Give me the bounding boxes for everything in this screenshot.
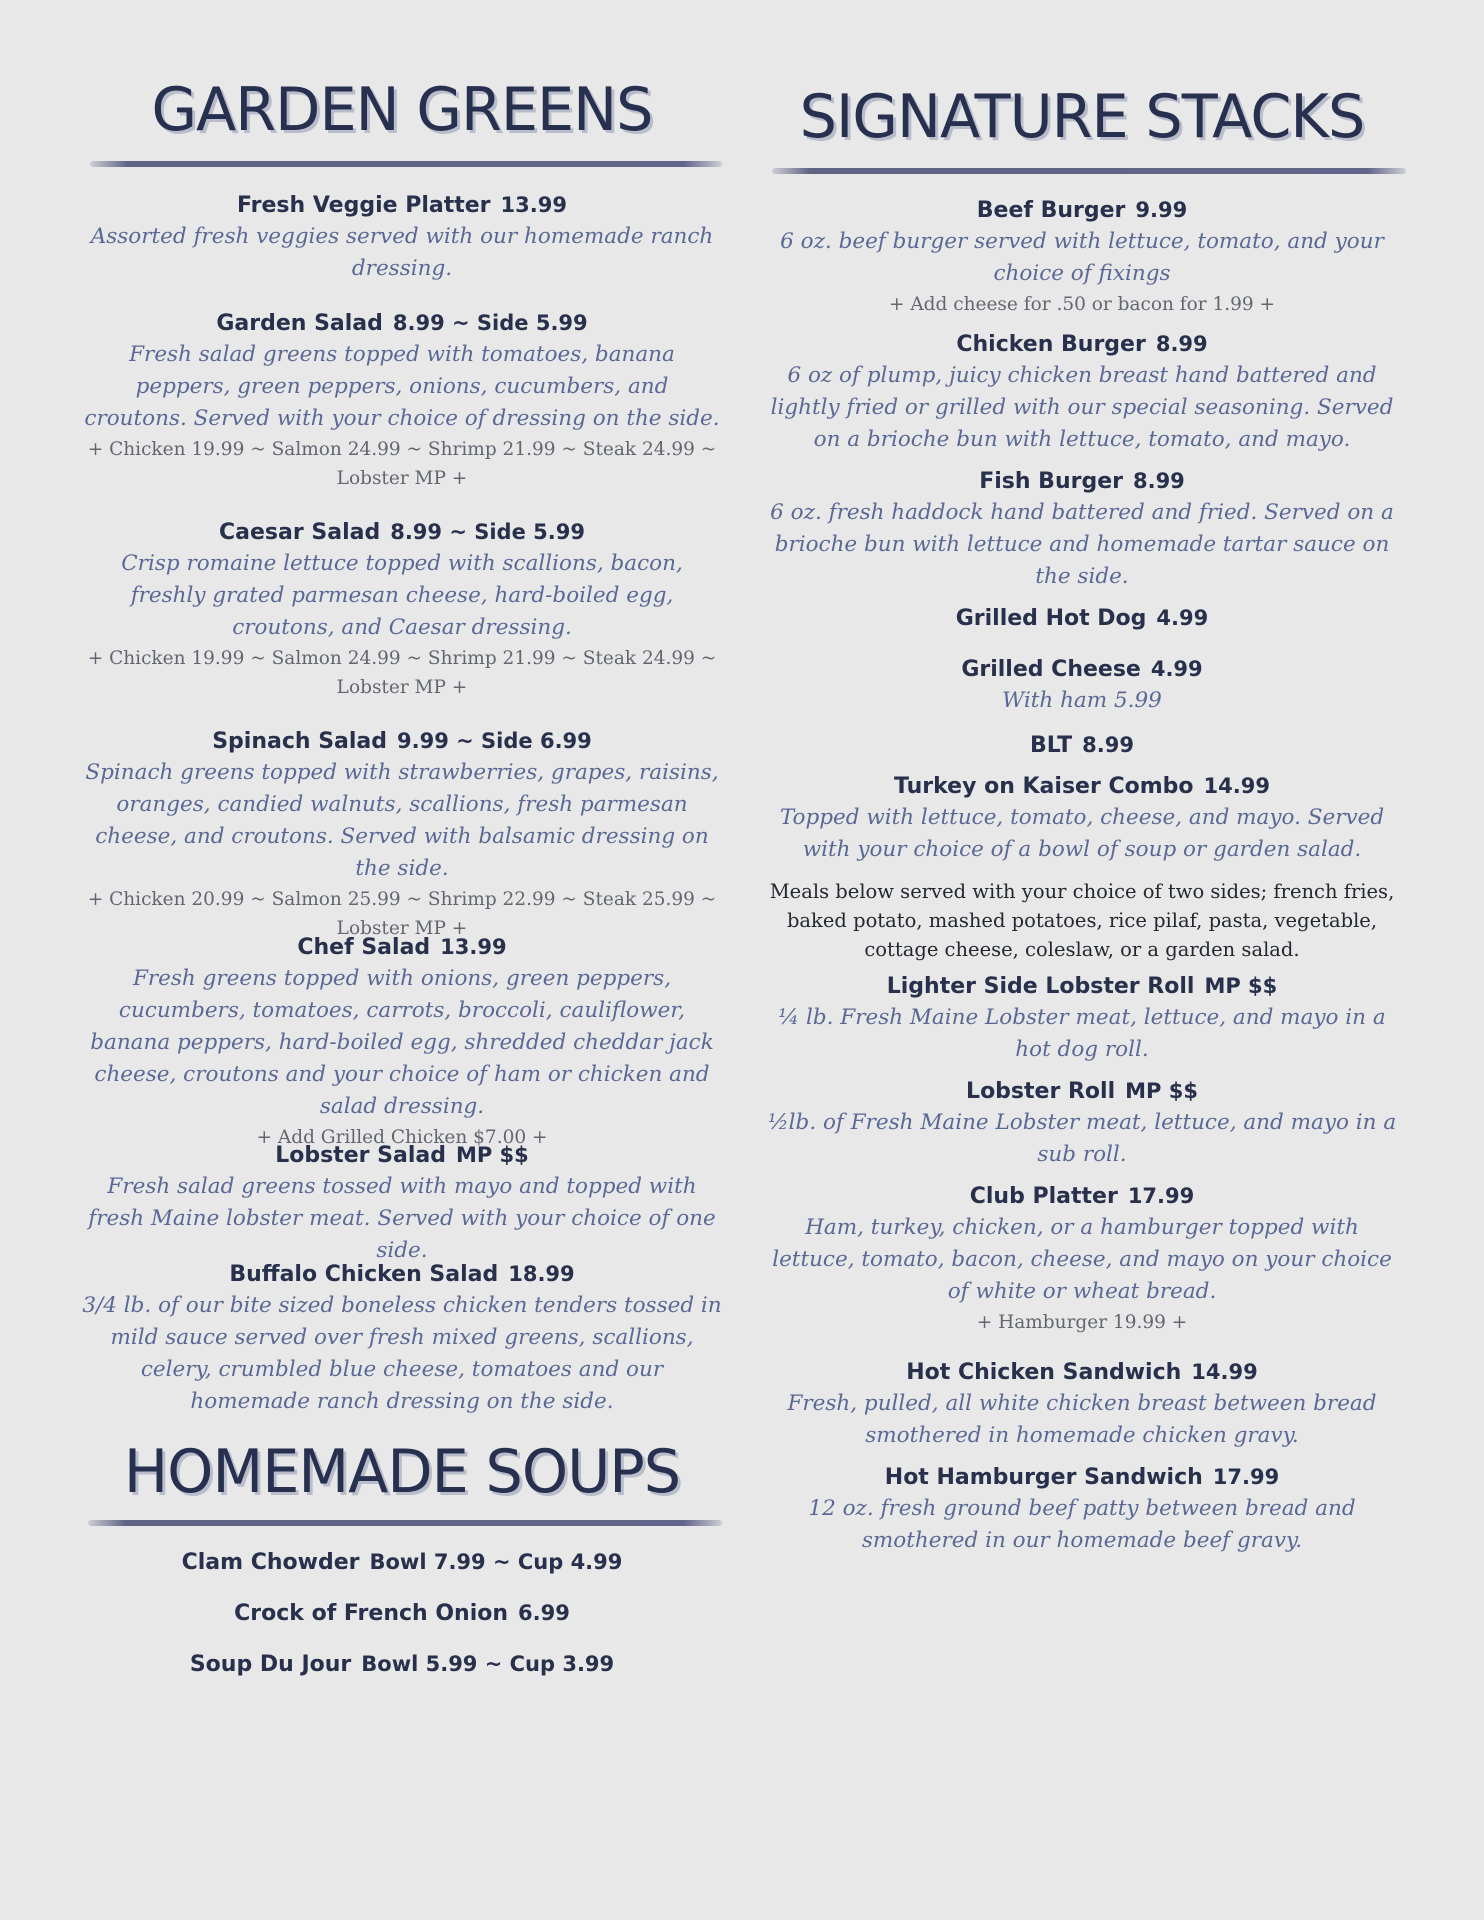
item-price: MP $$ (1204, 974, 1278, 998)
item-price: Bowl 7.99 ~ Cup 4.99 (369, 1550, 623, 1574)
item-price: 14.99 (1191, 1360, 1258, 1384)
menu-item (82, 932, 722, 1152)
section-title-garden-greens: GARDEN GREENS (151, 75, 653, 145)
item-name: Chef Salad (297, 935, 431, 960)
item-description: 12 oz. fresh ground beef patty between bread and smothered in our homemade beef gravy. (808, 1496, 1356, 1553)
item-price: 18.99 (508, 1262, 575, 1286)
item-name: Soup Du Jour (189, 1652, 352, 1677)
item-price: 9.99 ~ Side 6.99 (397, 729, 592, 753)
menu-item (82, 190, 722, 285)
item-name: Grilled Hot Dog (955, 606, 1147, 631)
item-price: 14.99 (1203, 774, 1270, 798)
item-name: Chicken Burger (956, 332, 1146, 357)
item-price: 4.99 (1150, 657, 1203, 681)
item-name: Hot Chicken Sandwich (906, 1360, 1182, 1385)
menu-item (82, 1140, 722, 1267)
item-price: 8.99 (1082, 733, 1134, 757)
item-description: Fresh greens topped with onions, green peppers, cucumbers, tomatoes, carrots, broccoli, cauliflower, banana peppers, hard-boiled egg, shredded cheddar jack cheese, croutons and your choice of ham or chicken and salad dressing. (90, 966, 714, 1119)
item-description: Fresh salad greens topped with tomatoes, banana peppers, green peppers, onions, cucumbers, and croutons. Served with your choice of dressing on the side. (84, 342, 720, 431)
item-addon: + Hamburger 19.99 + (976, 1312, 1188, 1333)
meals-note-text: Meals below served with your choice of two sides; french fries, baked potato, mashed potatoes, rice pilaf, pasta, vegetable, cottage cheese, coleslaw, or a garden salad. (769, 880, 1395, 961)
item-description: Ham, turkey, chicken, or a hamburger topped with lettuce, tomato, bacon, cheese, and mayo on your choice of white or wheat bread. (772, 1215, 1392, 1304)
homemade-soups-header (82, 1437, 722, 1507)
item-description: 6 oz of plump, juicy chicken breast hand battered and lightly fried or grilled with our special seasoning. Served on a brioche bun with lettuce, tomato, and mayo. (770, 363, 1394, 452)
item-name: Fish Burger (979, 469, 1123, 494)
item-name: Clam Chowder (181, 1550, 360, 1575)
soup-item (82, 1547, 722, 1578)
menu-item (82, 1259, 722, 1418)
item-price: 13.99 (440, 935, 507, 959)
menu-item (762, 730, 1402, 761)
item-price: MP $$ (1125, 1079, 1198, 1103)
item-name: Lobster Roll (966, 1079, 1116, 1104)
item-name: Grilled Cheese (961, 657, 1141, 682)
section-title-homemade-soups: HOMEMADE SOUPS (123, 1437, 681, 1507)
soup-item (82, 1598, 722, 1629)
item-price: 13.99 (500, 193, 567, 217)
item-price: 6.99 (518, 1601, 570, 1625)
item-description: ½lb. of Fresh Maine Lobster meat, lettuce, and mayo in a sub roll. (767, 1110, 1397, 1167)
item-name: Hot Hamburger Sandwich (884, 1465, 1203, 1490)
menu-item (82, 308, 722, 493)
item-description: 6 oz. beef burger served with lettuce, tomato, and your choice of fixings (780, 229, 1384, 286)
item-price: 4.99 (1156, 606, 1209, 630)
item-description: 6 oz. fresh haddock hand battered and fried. Served on a brioche bun with lettuce and homemade tartar sauce on the side. (770, 500, 1394, 589)
item-name: Crock of French Onion (234, 1601, 509, 1626)
item-description: ¼ lb. Fresh Maine Lobster meat, lettuce, and mayo in a hot dog roll. (778, 1005, 1386, 1062)
item-price: 8.99 (1155, 332, 1208, 356)
soup-item (82, 1649, 722, 1680)
item-name: Garden Salad (216, 311, 383, 336)
menu-item (762, 1076, 1402, 1171)
item-addon: + Add cheese for .50 or bacon for 1.99 + (888, 294, 1276, 315)
menu-item (82, 726, 722, 943)
item-name: Caesar Salad (219, 520, 381, 545)
item-price: 8.99 (1132, 469, 1185, 493)
item-name: BLT (1030, 733, 1073, 758)
menu-item (762, 1462, 1402, 1557)
menu-item (762, 971, 1402, 1066)
item-price: 17.99 (1212, 1465, 1280, 1489)
menu-item (762, 1181, 1402, 1337)
menu-item (762, 195, 1402, 319)
item-price: 8.99 ~ Side 5.99 (392, 311, 588, 335)
item-price: 17.99 (1127, 1184, 1195, 1208)
item-addon: + Chicken 19.99 ~ Salmon 24.99 ~ Shrimp 21.99 ~ Steak 24.99 ~ Lobster MP + (87, 439, 717, 489)
item-name: Beef Burger (976, 198, 1126, 223)
item-price: Bowl 5.99 ~ Cup 3.99 (361, 1652, 615, 1676)
menu-item (82, 517, 722, 702)
menu-item (762, 466, 1402, 593)
item-description: Fresh, pulled, all white chicken breast between bread smothered in homemade chicken gravy. (787, 1391, 1377, 1448)
item-description: 3/4 lb. of our bite sized boneless chicken tenders tossed in mild sauce served over fresh mixed greens, scallions, celery, crumbled blue cheese, tomatoes and our homemade ranch dressing on the side. (82, 1293, 722, 1414)
item-description: Fresh salad greens tossed with mayo and topped with fresh Maine lobster meat. Served with your choice of one side. (88, 1174, 716, 1263)
item-name: Turkey on Kaiser Combo (894, 774, 1194, 799)
item-price: 9.99 (1135, 198, 1188, 222)
item-name: Club Platter (969, 1184, 1118, 1209)
section-title-signature-stacks: SIGNATURE STACKS (799, 82, 1365, 152)
item-name: Lobster Salad (275, 1143, 446, 1168)
item-description: Spinach greens topped with strawberries, grapes, raisins, oranges, candied walnuts, scallions, fresh parmesan cheese, and croutons. Served with balsamic dressing on the side. (85, 760, 719, 881)
section-divider (88, 1520, 722, 1526)
menu-item (762, 654, 1402, 717)
item-addon: + Add Grilled Chicken $7.00 + (256, 1127, 548, 1148)
menu-item (762, 603, 1402, 634)
item-description: Crisp romaine lettuce topped with scallions, bacon, freshly grated parmesan cheese, hard-boiled egg, croutons, and Caesar dressing. (121, 551, 683, 640)
item-description: Assorted fresh veggies served with our homemade ranch dressing. (90, 224, 714, 281)
section-divider (772, 168, 1406, 174)
garden-greens-header (82, 75, 722, 145)
menu-item (762, 771, 1402, 866)
section-divider (90, 161, 722, 167)
item-description: Topped with lettuce, tomato, cheese, and mayo. Served with your choice of a bowl of soup or garden salad. (779, 805, 1385, 862)
item-name: Fresh Veggie Platter (237, 193, 491, 218)
item-description: With ham 5.99 (1002, 688, 1162, 713)
item-price: MP $$ (455, 1143, 529, 1167)
item-name: Spinach Salad (212, 729, 388, 754)
meals-note (762, 877, 1402, 964)
signature-stacks-header (762, 82, 1402, 152)
item-name: Lighter Side Lobster Roll (886, 974, 1195, 999)
item-addon: + Chicken 19.99 ~ Salmon 24.99 ~ Shrimp 21.99 ~ Steak 24.99 ~ Lobster MP + (87, 648, 717, 698)
menu-item (762, 1357, 1402, 1452)
item-price: 8.99 ~ Side 5.99 (390, 520, 585, 544)
menu-item (762, 329, 1402, 456)
item-name: Buffalo Chicken Salad (229, 1262, 499, 1287)
item-addon: + Chicken 20.99 ~ Salmon 25.99 ~ Shrimp 22.99 ~ Steak 25.99 ~ Lobster MP + (87, 889, 717, 939)
